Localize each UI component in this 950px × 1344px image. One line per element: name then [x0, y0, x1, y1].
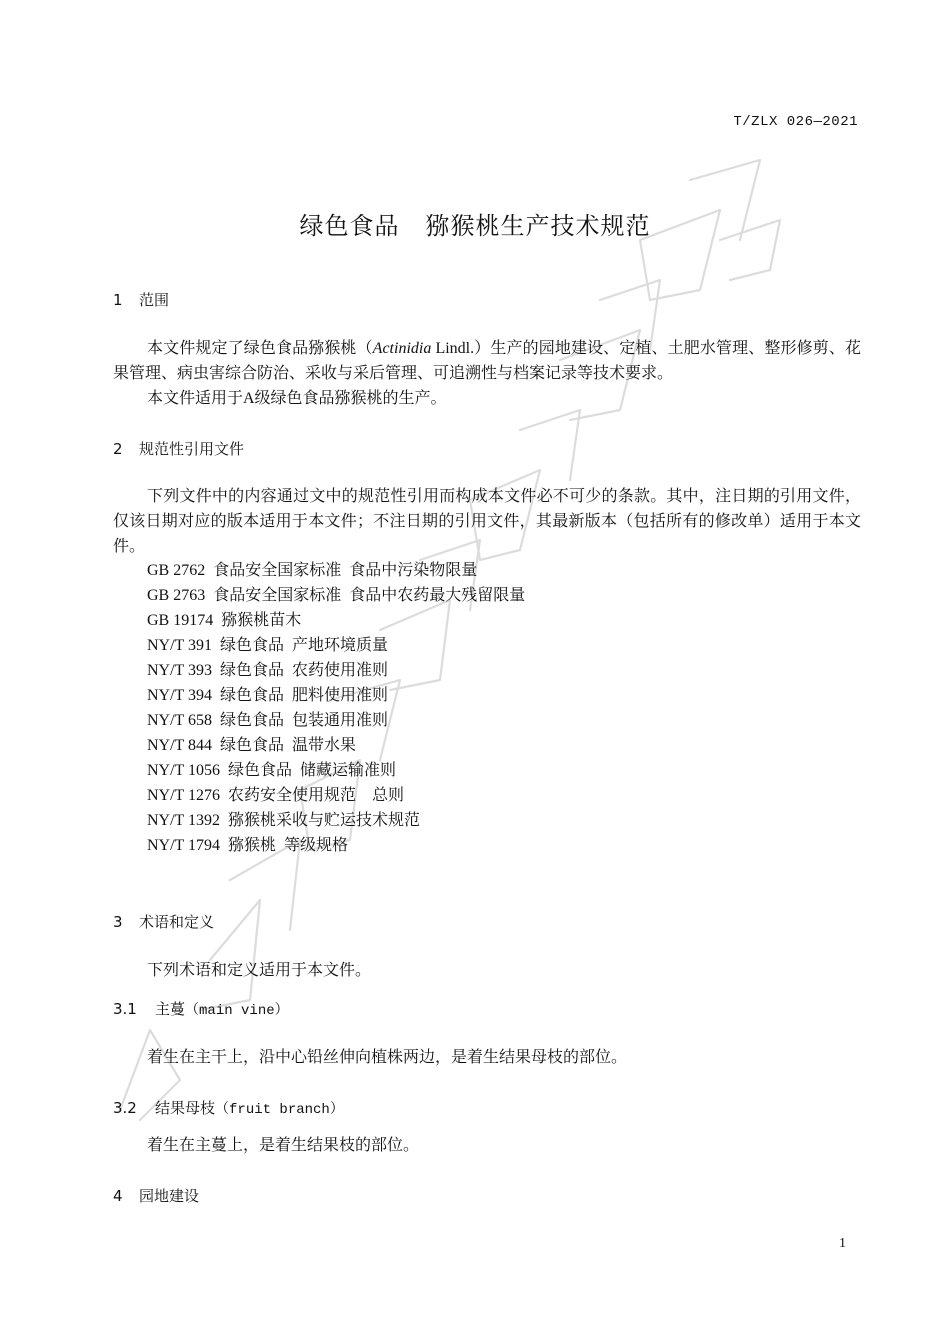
- term-3-2-heading: [113, 1097, 344, 1118]
- reference-code: NY/T 393: [147, 662, 213, 679]
- reference-item: [147, 633, 525, 658]
- section-2-intro: 下列文件中的内容通过文中的规范性引用而构成本文件必不可少的条款。其中，注日期的引用文件，仅该日期对应的版本适用于本文件；不注日期的引用文件，其最新版本（包括所有的修改单）适用于本文件。: [113, 488, 861, 555]
- reference-title: 绿色食品 产地环境质量: [220, 637, 389, 654]
- term-3-1-heading: [113, 998, 289, 1019]
- reference-title: 食品安全国家标准 食品中农药最大残留限量: [213, 587, 526, 604]
- italic-text: Actinidia: [372, 340, 432, 357]
- document-title: [0, 206, 950, 241]
- reference-item: [147, 833, 525, 858]
- reference-item: [147, 733, 525, 758]
- term-3-1-definition: 着生在主干上，沿中心铅丝伸向植株两边，是着生结果母枝的部位。: [147, 1049, 628, 1066]
- text-run: Lindl.）生产的园地建设、定植、土肥水管理、整形修剪、花果管理、病虫害综合防治、采收与采后管理、可追溯性与档案记录等技术要求。: [113, 340, 861, 382]
- section-4-heading: [113, 1185, 199, 1206]
- reference-title: 猕猴桃采收与贮运技术规范: [228, 812, 421, 829]
- reference-code: NY/T 1794: [147, 837, 221, 854]
- reference-item: [147, 658, 525, 683]
- section-title: 园地建设: [139, 1187, 200, 1205]
- reference-code: GB 2762: [147, 562, 206, 579]
- section-1-paragraph-1: [113, 336, 861, 386]
- term-number: 3.1: [113, 1000, 137, 1018]
- page-number: 1: [839, 1236, 846, 1251]
- term-english: （main vine）: [185, 1003, 289, 1019]
- term-name: 结果母枝: [155, 1099, 216, 1117]
- title-part-1: 绿色食品: [299, 212, 400, 240]
- reference-title: 农药安全使用规范 总则: [228, 787, 405, 804]
- document-number: T/ZLX 026—2021: [733, 114, 858, 130]
- reference-list: [147, 558, 525, 858]
- reference-title: 猕猴桃 等级规格: [228, 837, 349, 854]
- section-title: 术语和定义: [139, 913, 215, 931]
- reference-code: NY/T 844: [147, 737, 213, 754]
- section-number: 2: [113, 440, 123, 458]
- reference-title: 猕猴桃苗木: [221, 612, 302, 629]
- section-number: 3: [113, 913, 123, 931]
- reference-code: NY/T 1056: [147, 762, 221, 779]
- reference-code: NY/T 394: [147, 687, 213, 704]
- reference-item: [147, 683, 525, 708]
- term-number: 3.2: [113, 1099, 137, 1117]
- reference-code: NY/T 1276: [147, 787, 221, 804]
- reference-item: [147, 783, 525, 808]
- reference-title: 绿色食品 包装通用准则: [220, 712, 389, 729]
- section-number: 1: [113, 291, 123, 309]
- reference-title: 绿色食品 储藏运输准则: [228, 762, 397, 779]
- term-name: 主蔓: [155, 1000, 186, 1018]
- reference-item: [147, 808, 525, 833]
- text-run: 本文件规定了绿色食品猕猴桃（: [147, 340, 373, 357]
- reference-title: 绿色食品 肥料使用准则: [220, 687, 389, 704]
- term-3-2-definition: 着生在主蔓上，是着生结果枝的部位。: [147, 1137, 420, 1154]
- section-1-paragraph-2: 本文件适用于A级绿色食品猕猴桃的生产。: [147, 390, 447, 407]
- reference-item: [147, 708, 525, 733]
- reference-item: [147, 583, 525, 608]
- section-1-heading: [113, 289, 169, 310]
- section-3-heading: [113, 911, 214, 932]
- title-part-2: 猕猴桃生产技术规范: [425, 212, 651, 240]
- reference-title: 食品安全国家标准 食品中污染物限量: [213, 562, 478, 579]
- reference-item: [147, 758, 525, 783]
- term-english: （fruit branch）: [215, 1102, 344, 1118]
- reference-item: [147, 558, 525, 583]
- section-number: 4: [113, 1187, 123, 1205]
- reference-item: [147, 608, 525, 633]
- section-3-intro: 下列术语和定义适用于本文件。: [147, 962, 372, 979]
- reference-code: NY/T 1392: [147, 812, 221, 829]
- reference-code: NY/T 658: [147, 712, 213, 729]
- section-title: 范围: [139, 291, 170, 309]
- section-2-heading: [113, 438, 244, 459]
- reference-title: 绿色食品 温带水果: [220, 737, 357, 754]
- reference-code: NY/T 391: [147, 637, 213, 654]
- reference-code: GB 19174: [147, 612, 214, 629]
- section-title: 规范性引用文件: [139, 440, 245, 458]
- reference-code: GB 2763: [147, 587, 206, 604]
- reference-title: 绿色食品 农药使用准则: [220, 662, 389, 679]
